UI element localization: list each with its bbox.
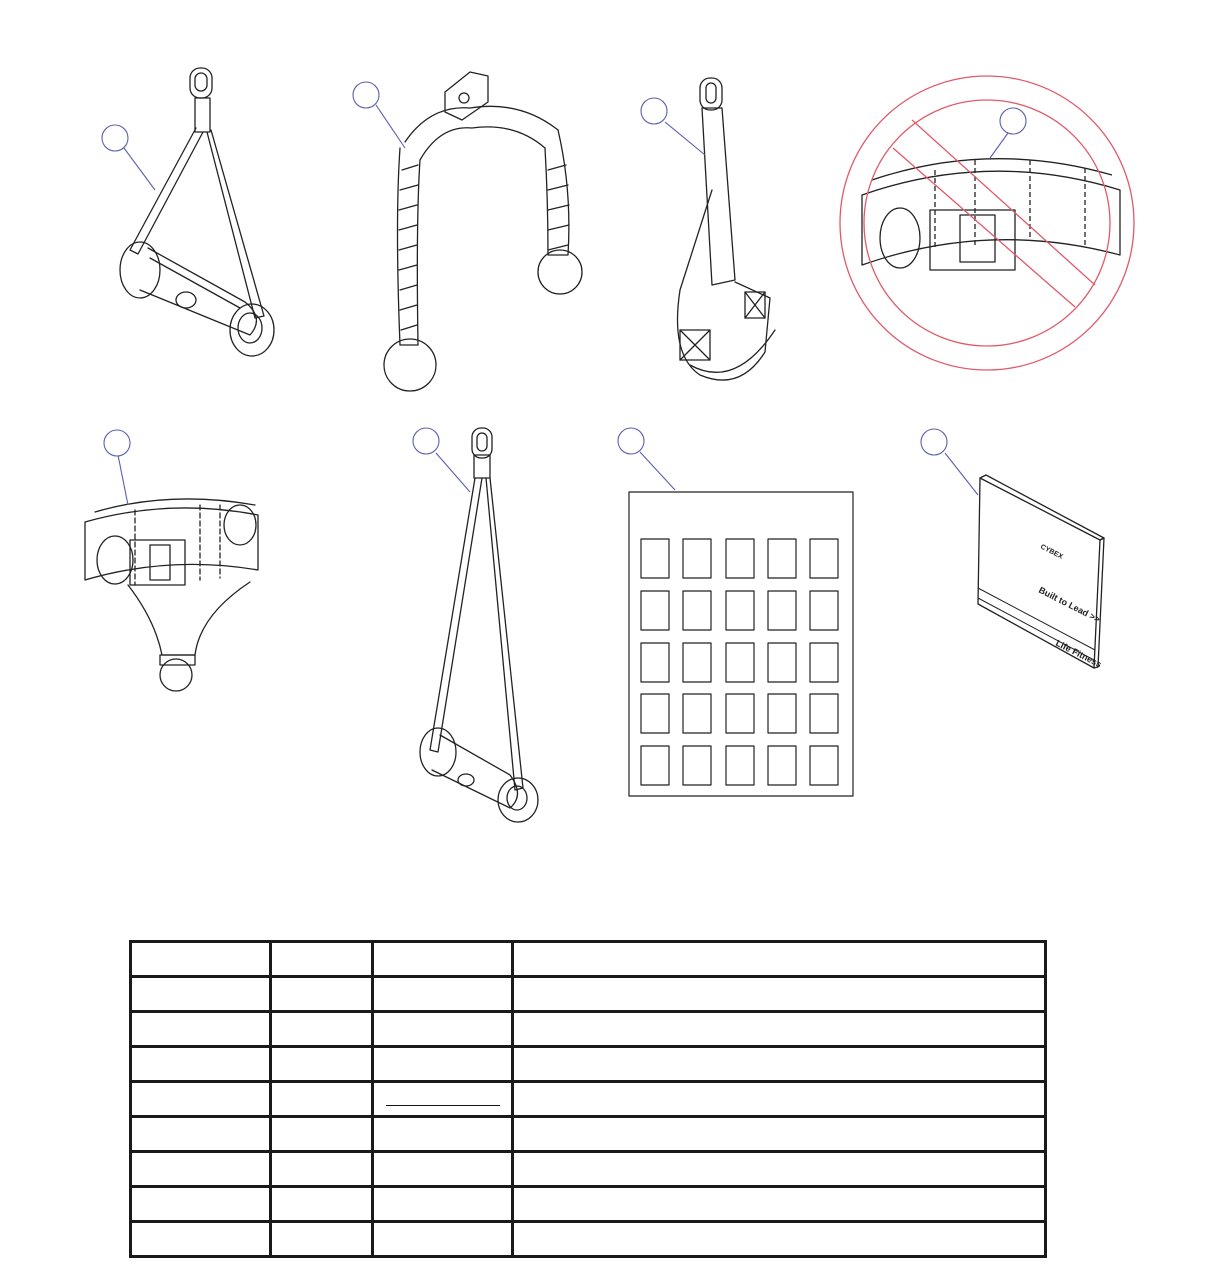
triceps-rope-illustration xyxy=(384,72,582,391)
callout-balloon-3 xyxy=(641,98,667,124)
table-cell xyxy=(373,942,513,977)
table-cell xyxy=(513,1047,1046,1082)
booklet-tagline: Built to Lead >> xyxy=(1037,584,1102,625)
table-cell xyxy=(131,1152,271,1187)
booklet-brand: CYBEX xyxy=(1039,543,1064,561)
table-cell xyxy=(373,1117,513,1152)
table-cell xyxy=(131,1012,271,1047)
table-cell xyxy=(513,1187,1046,1222)
table-row xyxy=(131,1187,1046,1222)
callout-balloon-4 xyxy=(1000,108,1026,134)
decal-sheet-illustration xyxy=(629,492,853,796)
booklet-footer: Life Fitness xyxy=(1054,637,1104,670)
table-cell xyxy=(373,1152,513,1187)
table-cell xyxy=(373,1047,513,1082)
table-row xyxy=(131,1012,1046,1047)
table-cell xyxy=(373,1082,513,1117)
table-row xyxy=(131,1117,1046,1152)
callout-balloon-7 xyxy=(618,428,644,454)
table-cell xyxy=(131,1187,271,1222)
table-cell xyxy=(271,1222,373,1257)
long-handle-strap-illustration xyxy=(420,428,538,822)
table-cell xyxy=(513,1082,1046,1117)
table-cell xyxy=(373,1222,513,1257)
table-cell xyxy=(373,1187,513,1222)
callout-balloon-6 xyxy=(413,428,439,454)
table-cell xyxy=(271,1117,373,1152)
table-cell xyxy=(513,977,1046,1012)
parts-table xyxy=(129,940,1047,1258)
table-row xyxy=(131,1152,1046,1187)
table-cell xyxy=(131,1047,271,1082)
owners-manual-illustration xyxy=(978,475,1104,668)
table-cell xyxy=(271,1187,373,1222)
table-cell xyxy=(513,1117,1046,1152)
ankle-cuff-illustration xyxy=(85,499,258,691)
table-cell xyxy=(271,942,373,977)
callout-balloon-2 xyxy=(353,82,379,108)
table-row xyxy=(131,1082,1046,1117)
ankle-strap-illustration xyxy=(678,78,776,380)
table-cell xyxy=(513,1222,1046,1257)
table-row xyxy=(131,942,1046,977)
table-cell xyxy=(513,942,1046,977)
table-cell xyxy=(513,1012,1046,1047)
table-cell xyxy=(131,1222,271,1257)
parts-table-body xyxy=(131,942,1046,1257)
callout-balloon-5 xyxy=(104,430,130,456)
table-cell xyxy=(131,1117,271,1152)
table-cell xyxy=(131,977,271,1012)
callout-balloon-1 xyxy=(102,125,128,151)
callout-balloon-8 xyxy=(921,429,947,455)
ankle-cuff-prohibited-illustration xyxy=(840,76,1134,370)
table-cell xyxy=(131,1082,271,1117)
table-cell xyxy=(271,1152,373,1187)
table-row xyxy=(131,977,1046,1012)
table-cell xyxy=(271,977,373,1012)
table-cell xyxy=(271,1047,373,1082)
table-cell xyxy=(513,1152,1046,1187)
table-cell xyxy=(271,1082,373,1117)
table-cell xyxy=(271,1012,373,1047)
table-row xyxy=(131,1222,1046,1257)
single-handle-illustration xyxy=(120,68,274,356)
table-cell xyxy=(131,942,271,977)
table-cell xyxy=(373,1012,513,1047)
underline-rule xyxy=(386,1105,500,1106)
table-row xyxy=(131,1047,1046,1082)
table-cell xyxy=(373,977,513,1012)
